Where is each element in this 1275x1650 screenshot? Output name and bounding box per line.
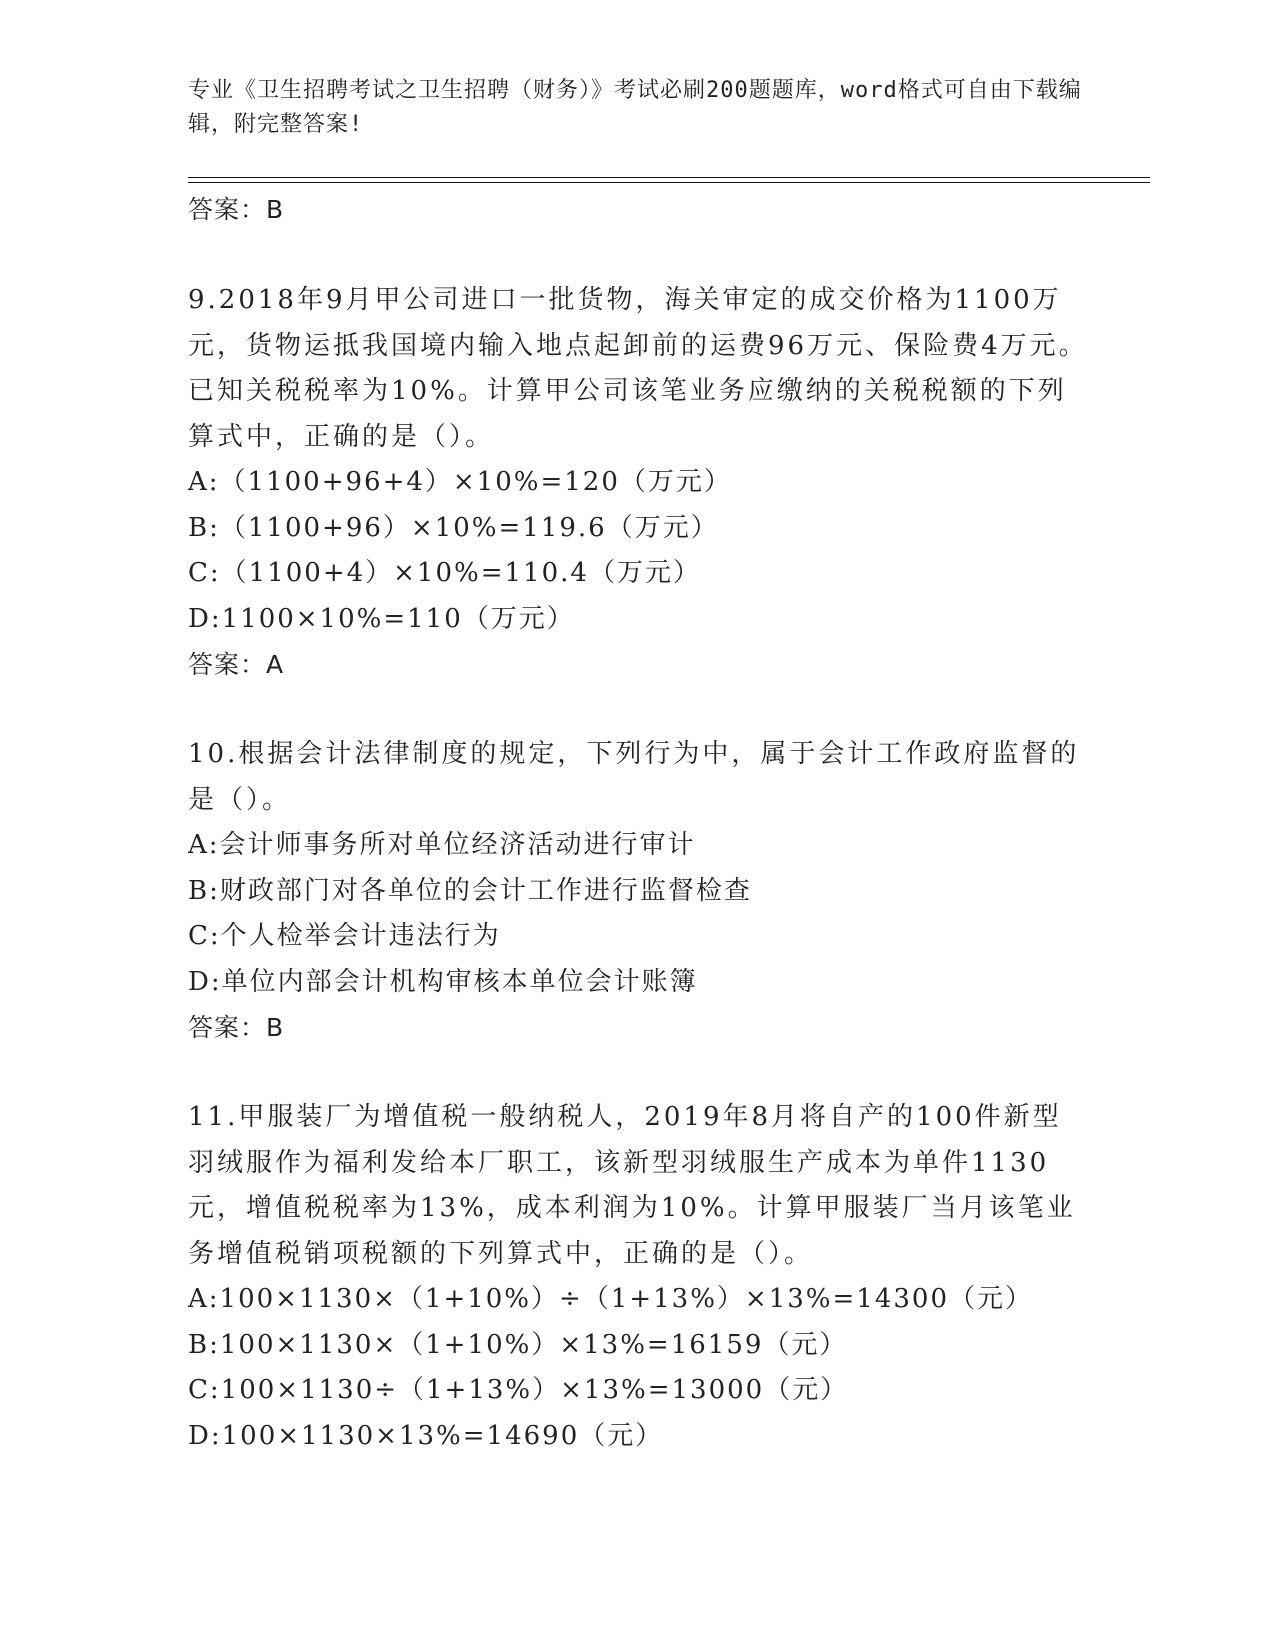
- question-text: 9.2018年9月甲公司进口一批货物，海关审定的成交价格为1100万元，货物运抵我国境内输入地点起卸前的运费96万元、保险费4万元。已知关税税率为10%。计算甲公司该笔业务应缴纳的关税税额的下列算式中，正确的是（）。: [188, 285, 1088, 452]
- option-c: C:100×1130÷（1+13%）×13%=13000（元）: [188, 1375, 849, 1405]
- option-a: A:（1100+96+4）×10%=120（万元）: [188, 467, 732, 497]
- answer-previous-question: 答案：B: [188, 195, 285, 224]
- option-d: D:1100×10%=110（万元）: [188, 603, 575, 634]
- header-rule-bottom: [188, 182, 1150, 183]
- answer-line: 答案：B: [188, 1013, 285, 1042]
- question-text: 11.甲服装厂为增值税一般纳税人，2019年8月将自产的100件新型羽绒服作为福利发给本厂职工，该新型羽绒服生产成本为单件1130元，增值税税率为13%，成本利润为10%。计算甲服装厂当月该笔业务增值税销项税额的下列算式中，正确的是（）。: [188, 1102, 1076, 1269]
- document-header: 专业《卫生招聘考试之卫生招聘（财务）》考试必刷200题题库，word格式可自由下载编辑，附完整答案!: [188, 78, 1082, 137]
- answer-line: 答案：A: [188, 650, 285, 679]
- question-11: [188, 1095, 1088, 1459]
- option-a: A:100×1130×（1+10%）÷（1+13%）×13%=14300（元）: [188, 1284, 1033, 1314]
- question-9: [188, 278, 1088, 688]
- header-rule-top: [188, 177, 1150, 178]
- option-c: C:个人检举会计违法行为: [188, 921, 501, 951]
- option-b: B:（1100+96）×10%=119.6（万元）: [188, 512, 719, 543]
- option-a: A:会计师事务所对单位经济活动进行审计: [188, 830, 696, 860]
- option-c: C:（1100+4）×10%=110.4（万元）: [188, 558, 701, 588]
- question-text: 10.根据会计法律制度的规定，下列行为中，属于会计工作政府监督的是（）。: [188, 739, 1080, 815]
- option-d: D:100×1130×13%=14690（元）: [188, 1420, 664, 1451]
- option-b: B:100×1130×（1+10%）×13%=16159（元）: [188, 1329, 848, 1360]
- option-b: B:财政部门对各单位的会计工作进行监督检查: [188, 875, 752, 906]
- option-d: D:单位内部会计机构审核本单位会计账簿: [188, 966, 698, 997]
- question-10: [188, 732, 1088, 1051]
